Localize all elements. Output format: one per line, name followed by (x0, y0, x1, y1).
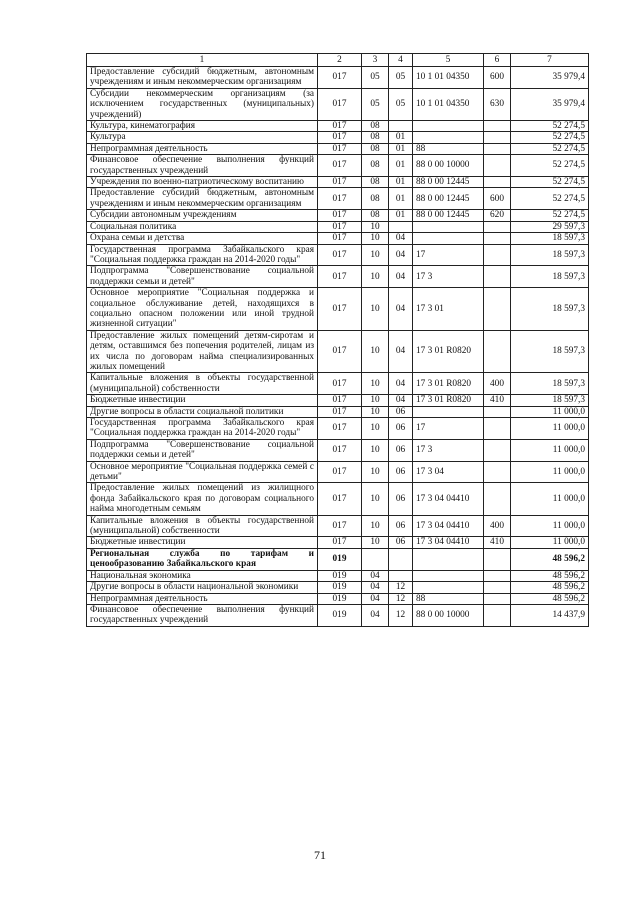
expense-type-cell (484, 177, 511, 188)
row-name-cell: Подпрограмма "Совершенствование социальной поддержки семьи и детей" (87, 266, 318, 288)
department-code-cell: 017 (318, 418, 362, 440)
amount-cell: 11 000,0 (511, 515, 589, 537)
row-name-cell: Субсидии некоммерческим организациям (за исключением государственных (муниципальных) учреждений) (87, 88, 318, 120)
row-name-cell: Бюджетные инвестиции (87, 537, 318, 548)
target-article-cell: 88 (413, 143, 484, 154)
table-row (87, 604, 589, 626)
expense-type-cell (484, 418, 511, 440)
amount-cell: 35 979,4 (511, 88, 589, 120)
row-name-cell: Основное мероприятие "Социальная поддержка и социальное обслуживание детей, находящихся в социально опасном положении или иной трудной жизненной ситуации" (87, 288, 318, 331)
department-code-cell: 017 (318, 537, 362, 548)
subsection-code-cell: 06 (389, 483, 413, 515)
department-code-cell: 017 (318, 221, 362, 232)
amount-cell: 35 979,4 (511, 67, 589, 89)
subsection-code-cell: 06 (389, 439, 413, 461)
department-code-cell: 017 (318, 461, 362, 483)
target-article-cell: 17 3 01 (413, 288, 484, 331)
target-article-cell: 17 3 01 R0820 (413, 330, 484, 373)
target-article-cell: 88 0 00 12445 (413, 210, 484, 221)
expense-type-cell (484, 221, 511, 232)
table-row (87, 132, 589, 143)
section-code-cell: 10 (362, 418, 389, 440)
amount-cell: 48 596,2 (511, 570, 589, 581)
expense-type-cell (484, 266, 511, 288)
row-name-cell: Субсидии автономным учреждениям (87, 210, 318, 221)
row-name-cell: Государственная программа Забайкальского края "Социальная поддержка граждан на 2014-2020 годы" (87, 244, 318, 266)
department-code-cell: 017 (318, 395, 362, 406)
target-article-cell (413, 233, 484, 244)
expense-type-cell: 600 (484, 188, 511, 210)
target-article-cell (413, 582, 484, 593)
subsection-code-cell: 06 (389, 406, 413, 417)
department-code-cell: 017 (318, 244, 362, 266)
amount-cell: 11 000,0 (511, 406, 589, 417)
amount-cell: 52 274,5 (511, 121, 589, 132)
subsection-code-cell: 04 (389, 233, 413, 244)
amount-cell: 18 597,3 (511, 244, 589, 266)
table-row (87, 221, 589, 232)
target-article-cell: 17 3 04 (413, 461, 484, 483)
section-code-cell: 04 (362, 604, 389, 626)
subsection-code-cell: 01 (389, 155, 413, 177)
department-code-cell: 017 (318, 266, 362, 288)
section-code-cell: 10 (362, 537, 389, 548)
row-name-cell: Национальная экономика (87, 570, 318, 581)
row-name-cell: Капитальные вложения в объекты государственной (муниципальной) собственности (87, 515, 318, 537)
row-name-cell: Финансовое обеспечение выполнения функций государственных учреждений (87, 155, 318, 177)
target-article-cell: 17 3 01 R0820 (413, 395, 484, 406)
department-code-cell: 017 (318, 155, 362, 177)
expense-type-cell (484, 288, 511, 331)
target-article-cell: 88 0 00 10000 (413, 604, 484, 626)
table-row (87, 233, 589, 244)
target-article-cell: 10 1 01 04350 (413, 67, 484, 89)
subsection-code-cell: 04 (389, 244, 413, 266)
table-row (87, 582, 589, 593)
section-code-cell: 10 (362, 233, 389, 244)
department-code-cell: 017 (318, 233, 362, 244)
expense-type-cell (484, 132, 511, 143)
department-code-cell: 017 (318, 121, 362, 132)
department-code-cell: 017 (318, 330, 362, 373)
section-code-cell: 10 (362, 406, 389, 417)
section-code-cell: 04 (362, 570, 389, 581)
table-row (87, 461, 589, 483)
department-code-cell: 017 (318, 515, 362, 537)
amount-cell: 52 274,5 (511, 210, 589, 221)
subsection-code-cell (389, 570, 413, 581)
amount-cell: 48 596,2 (511, 582, 589, 593)
expense-type-cell (484, 439, 511, 461)
expense-type-cell (484, 604, 511, 626)
expense-type-cell (484, 461, 511, 483)
target-article-cell (413, 221, 484, 232)
department-code-cell: 017 (318, 132, 362, 143)
column-header: 6 (484, 54, 511, 67)
amount-cell: 52 274,5 (511, 155, 589, 177)
column-header: 3 (362, 54, 389, 67)
table-row (87, 121, 589, 132)
page-number: 71 (314, 848, 326, 862)
section-code-cell: 08 (362, 210, 389, 221)
section-code-cell: 05 (362, 67, 389, 89)
subsection-code-cell: 04 (389, 266, 413, 288)
table-row (87, 67, 589, 89)
table-row (87, 548, 589, 570)
expense-type-cell: 620 (484, 210, 511, 221)
table-row (87, 188, 589, 210)
expense-type-cell (484, 121, 511, 132)
table-row (87, 395, 589, 406)
table-row (87, 210, 589, 221)
table-row (87, 373, 589, 395)
row-name-cell: Финансовое обеспечение выполнения функций государственных учреждений (87, 604, 318, 626)
row-name-cell: Непрограммная деятельность (87, 593, 318, 604)
subsection-code-cell (389, 548, 413, 570)
section-code-cell: 04 (362, 593, 389, 604)
subsection-code-cell: 12 (389, 604, 413, 626)
department-code-cell: 017 (318, 188, 362, 210)
section-code-cell (362, 548, 389, 570)
table-row (87, 266, 589, 288)
section-code-cell: 10 (362, 395, 389, 406)
department-code-cell: 017 (318, 88, 362, 120)
amount-cell: 11 000,0 (511, 483, 589, 515)
row-name-cell: Предоставление субсидий бюджетным, автономным учреждениям и иным некоммерческим организациям (87, 67, 318, 89)
amount-cell: 52 274,5 (511, 143, 589, 154)
subsection-code-cell: 01 (389, 132, 413, 143)
row-name-cell: Государственная программа Забайкальского края "Социальная поддержка граждан на 2014-2020 годы" (87, 418, 318, 440)
column-header: 5 (413, 54, 484, 67)
target-article-cell: 88 0 00 10000 (413, 155, 484, 177)
table-row (87, 483, 589, 515)
section-code-cell: 08 (362, 177, 389, 188)
expense-type-cell (484, 582, 511, 593)
table-row (87, 593, 589, 604)
expense-type-cell (484, 548, 511, 570)
amount-cell: 11 000,0 (511, 418, 589, 440)
expense-type-cell: 400 (484, 515, 511, 537)
column-header: 2 (318, 54, 362, 67)
subsection-code-cell (389, 221, 413, 232)
row-name-cell: Региональная служба по тарифам и ценообразованию Забайкальского края (87, 548, 318, 570)
subsection-code-cell: 04 (389, 288, 413, 331)
subsection-code-cell: 12 (389, 582, 413, 593)
expense-type-cell (484, 330, 511, 373)
target-article-cell: 17 3 01 R0820 (413, 373, 484, 395)
table-row (87, 515, 589, 537)
section-code-cell: 10 (362, 221, 389, 232)
section-code-cell: 08 (362, 143, 389, 154)
target-article-cell: 17 (413, 418, 484, 440)
department-code-cell: 019 (318, 604, 362, 626)
table-row (87, 143, 589, 154)
target-article-cell: 17 3 04 04410 (413, 537, 484, 548)
amount-cell: 18 597,3 (511, 330, 589, 373)
row-name-cell: Охрана семьи и детства (87, 233, 318, 244)
target-article-cell: 17 (413, 244, 484, 266)
table-row (87, 288, 589, 331)
target-article-cell: 17 3 (413, 439, 484, 461)
target-article-cell: 10 1 01 04350 (413, 88, 484, 120)
row-name-cell: Культура (87, 132, 318, 143)
expense-type-cell: 410 (484, 395, 511, 406)
expense-type-cell (484, 244, 511, 266)
section-code-cell: 10 (362, 330, 389, 373)
target-article-cell: 17 3 04 04410 (413, 483, 484, 515)
table-row (87, 177, 589, 188)
subsection-code-cell: 04 (389, 330, 413, 373)
table-row (87, 537, 589, 548)
amount-cell: 52 274,5 (511, 132, 589, 143)
row-name-cell: Капитальные вложения в объекты государственной (муниципальной) собственности (87, 373, 318, 395)
amount-cell: 48 596,2 (511, 593, 589, 604)
expense-type-cell: 630 (484, 88, 511, 120)
target-article-cell (413, 406, 484, 417)
section-code-cell: 10 (362, 515, 389, 537)
column-header: 1 (87, 54, 318, 67)
subsection-code-cell: 06 (389, 515, 413, 537)
target-article-cell: 17 3 (413, 266, 484, 288)
expense-type-cell (484, 593, 511, 604)
table-row (87, 155, 589, 177)
amount-cell: 18 597,3 (511, 373, 589, 395)
amount-cell: 18 597,3 (511, 233, 589, 244)
target-article-cell: 88 (413, 593, 484, 604)
expense-type-cell (484, 483, 511, 515)
subsection-code-cell (389, 121, 413, 132)
amount-cell: 29 597,3 (511, 221, 589, 232)
subsection-code-cell: 01 (389, 188, 413, 210)
department-code-cell: 017 (318, 373, 362, 395)
table-row (87, 570, 589, 581)
subsection-code-cell: 06 (389, 537, 413, 548)
section-code-cell: 10 (362, 244, 389, 266)
row-name-cell: Культура, кинематография (87, 121, 318, 132)
subsection-code-cell: 06 (389, 461, 413, 483)
budget-table (86, 53, 589, 627)
header-row (87, 54, 589, 67)
section-code-cell: 10 (362, 461, 389, 483)
department-code-cell: 017 (318, 67, 362, 89)
amount-cell: 14 437,9 (511, 604, 589, 626)
section-code-cell: 08 (362, 121, 389, 132)
row-name-cell: Учреждения по военно-патриотическому воспитанию (87, 177, 318, 188)
department-code-cell: 017 (318, 143, 362, 154)
section-code-cell: 10 (362, 266, 389, 288)
department-code-cell: 017 (318, 406, 362, 417)
target-article-cell: 17 3 04 04410 (413, 515, 484, 537)
target-article-cell: 88 0 00 12445 (413, 177, 484, 188)
amount-cell: 18 597,3 (511, 288, 589, 331)
subsection-code-cell: 01 (389, 143, 413, 154)
target-article-cell (413, 132, 484, 143)
expense-type-cell (484, 143, 511, 154)
section-code-cell: 10 (362, 483, 389, 515)
department-code-cell: 019 (318, 548, 362, 570)
section-code-cell: 04 (362, 582, 389, 593)
department-code-cell: 019 (318, 593, 362, 604)
department-code-cell: 017 (318, 288, 362, 331)
column-header: 4 (389, 54, 413, 67)
table-row (87, 330, 589, 373)
target-article-cell (413, 548, 484, 570)
row-name-cell: Предоставление субсидий бюджетным, автономным учреждениям и иным некоммерческим организациям (87, 188, 318, 210)
expense-type-cell (484, 155, 511, 177)
department-code-cell: 017 (318, 439, 362, 461)
subsection-code-cell: 04 (389, 373, 413, 395)
amount-cell: 52 274,5 (511, 188, 589, 210)
amount-cell: 48 596,2 (511, 548, 589, 570)
department-code-cell: 019 (318, 582, 362, 593)
section-code-cell: 10 (362, 288, 389, 331)
subsection-code-cell: 06 (389, 418, 413, 440)
amount-cell: 52 274,5 (511, 177, 589, 188)
table-row (87, 244, 589, 266)
target-article-cell (413, 570, 484, 581)
table-row (87, 439, 589, 461)
section-code-cell: 05 (362, 88, 389, 120)
subsection-code-cell: 01 (389, 177, 413, 188)
subsection-code-cell: 01 (389, 210, 413, 221)
amount-cell: 11 000,0 (511, 461, 589, 483)
expense-type-cell (484, 233, 511, 244)
department-code-cell: 019 (318, 570, 362, 581)
amount-cell: 11 000,0 (511, 439, 589, 461)
subsection-code-cell: 12 (389, 593, 413, 604)
subsection-code-cell: 04 (389, 395, 413, 406)
subsection-code-cell: 05 (389, 88, 413, 120)
row-name-cell: Другие вопросы в области социальной политики (87, 406, 318, 417)
row-name-cell: Основное мероприятие "Социальная поддержка семей с детьми" (87, 461, 318, 483)
section-code-cell: 08 (362, 188, 389, 210)
row-name-cell: Другие вопросы в области национальной экономики (87, 582, 318, 593)
table-row (87, 418, 589, 440)
row-name-cell: Социальная политика (87, 221, 318, 232)
subsection-code-cell: 05 (389, 67, 413, 89)
expense-type-cell (484, 406, 511, 417)
section-code-cell: 10 (362, 439, 389, 461)
section-code-cell: 08 (362, 132, 389, 143)
row-name-cell: Предоставление жилых помещений из жилищного фонда Забайкальского края по договорам социального найма многодетным семьям (87, 483, 318, 515)
target-article-cell (413, 121, 484, 132)
amount-cell: 11 000,0 (511, 537, 589, 548)
row-name-cell: Непрограммная деятельность (87, 143, 318, 154)
department-code-cell: 017 (318, 483, 362, 515)
department-code-cell: 017 (318, 210, 362, 221)
department-code-cell: 017 (318, 177, 362, 188)
table-body (87, 67, 589, 627)
row-name-cell: Подпрограмма "Совершенствование социальной поддержки семьи и детей" (87, 439, 318, 461)
row-name-cell: Предоставление жилых помещений детям-сиротам и детям, оставшимся без попечения родителей, лицам из их числа по договорам найма специализированных жилых помещений (87, 330, 318, 373)
amount-cell: 18 597,3 (511, 266, 589, 288)
column-header: 7 (511, 54, 589, 67)
row-name-cell: Бюджетные инвестиции (87, 395, 318, 406)
table-row (87, 88, 589, 120)
expense-type-cell: 410 (484, 537, 511, 548)
section-code-cell: 08 (362, 155, 389, 177)
section-code-cell: 10 (362, 373, 389, 395)
amount-cell: 18 597,3 (511, 395, 589, 406)
expense-type-cell (484, 570, 511, 581)
expense-type-cell: 600 (484, 67, 511, 89)
target-article-cell: 88 0 00 12445 (413, 188, 484, 210)
expense-type-cell: 400 (484, 373, 511, 395)
table-row (87, 406, 589, 417)
